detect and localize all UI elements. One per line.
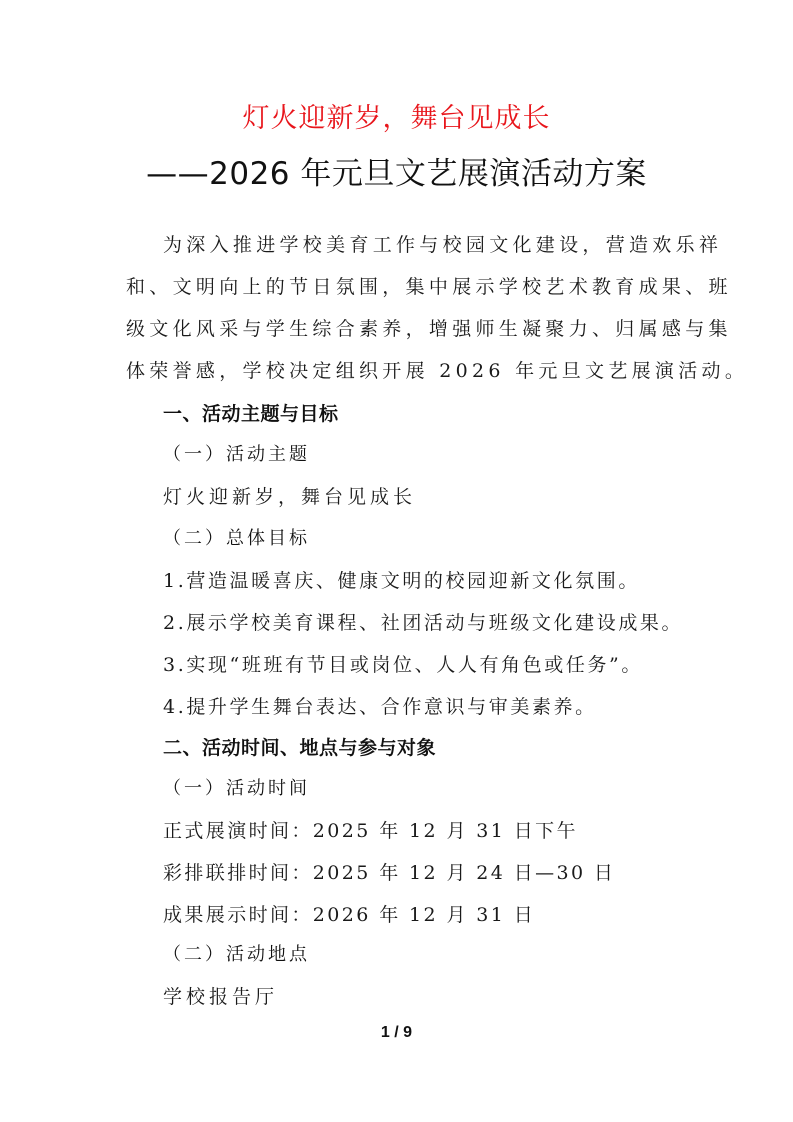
- goal-item: 2.展示学校美育课程、社团活动与班级文化建设成果。: [163, 612, 684, 634]
- page-number: 1 / 9: [380, 1024, 413, 1041]
- subsection-heading-time: （一）活动时间: [163, 778, 310, 799]
- time-item: 彩排联排时间：2025 年 12 月 24 日—30 日: [163, 862, 616, 884]
- goal-item: 3.实现“班班有节目或岗位、人人有角色或任务”。: [163, 654, 643, 676]
- theme-text: 灯火迎新岁，舞台见成长: [163, 486, 417, 508]
- time-item: 正式展演时间：2025 年 12 月 31 日下午: [163, 820, 578, 842]
- document-title-red: 灯火迎新岁，舞台见成长: [242, 103, 551, 134]
- intro-line: 级文化风采与学生综合素养，增强师生凝聚力、归属感与集: [126, 318, 732, 340]
- goal-item: 4.提升学生舞台表达、合作意识与审美素养。: [163, 696, 597, 718]
- subsection-heading-goals: （二）总体目标: [163, 528, 310, 549]
- intro-line: 为深入推进学校美育工作与校园文化建设，营造欢乐祥: [163, 234, 723, 256]
- goal-item: 1.营造温暖喜庆、健康文明的校园迎新文化氛围。: [163, 570, 640, 592]
- intro-line: 体荣誉感，学校决定组织开展 2026 年元旦文艺展演活动。: [126, 360, 749, 382]
- time-item: 成果展示时间：2026 年 12 月 31 日: [163, 904, 536, 926]
- location-text: 学校报告厅: [163, 986, 279, 1008]
- document-title-main: ——2026 年元旦文艺展演活动方案: [146, 156, 647, 192]
- subsection-heading-location: （二）活动地点: [163, 944, 310, 965]
- section-heading-1: 一、活动主题与目标: [163, 403, 339, 425]
- section-heading-2: 二、活动时间、地点与参与对象: [163, 737, 437, 759]
- intro-line: 和、文明向上的节日氛围，集中展示学校艺术教育成果、班: [126, 276, 732, 298]
- subsection-heading-theme: （一）活动主题: [163, 444, 310, 465]
